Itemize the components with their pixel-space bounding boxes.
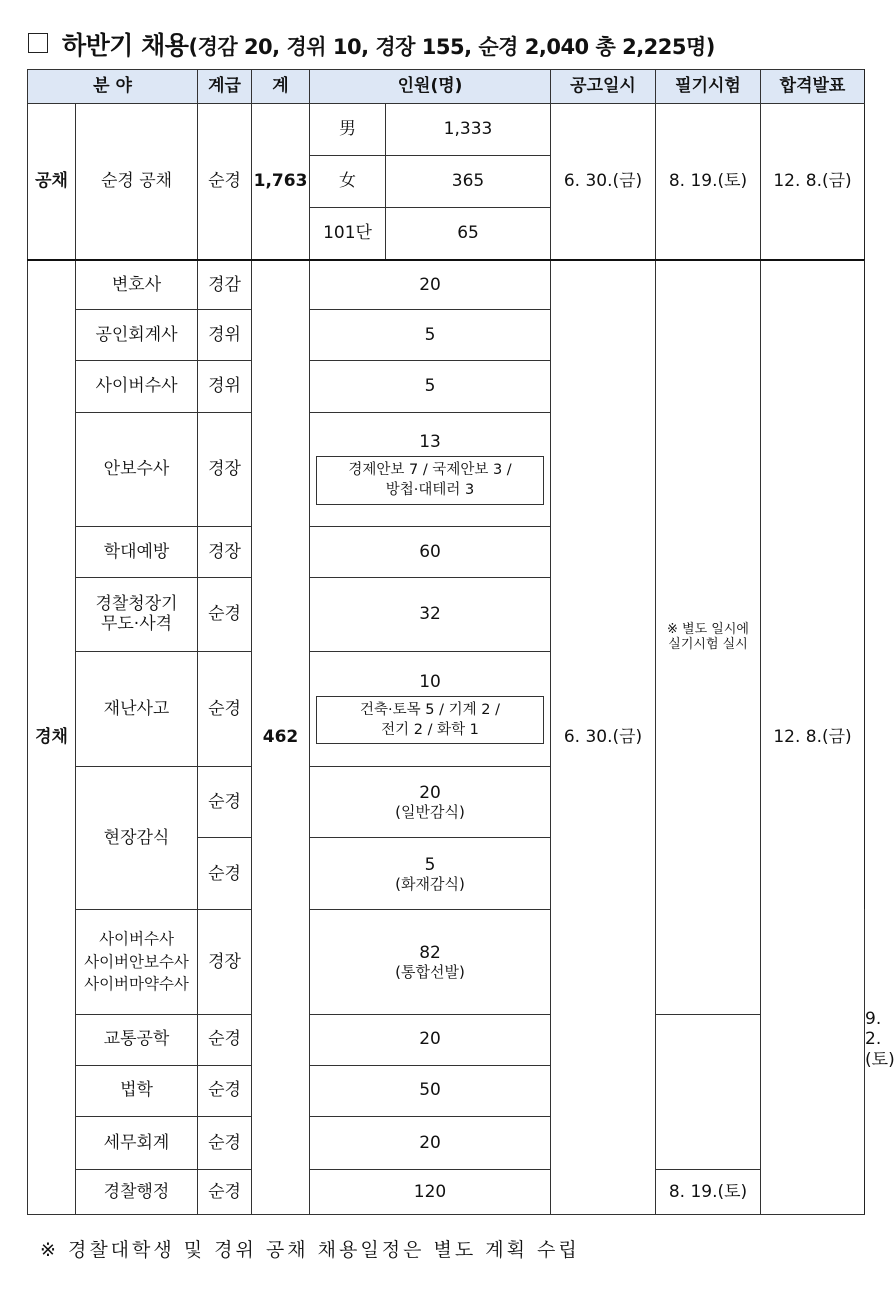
- open-count-male: 1,333: [386, 104, 551, 156]
- field-tax: 세무회계: [76, 1116, 198, 1169]
- cyber-multi-note: (통합선발): [395, 963, 465, 982]
- rank-tax: 순경: [198, 1116, 252, 1169]
- header-personnel: 인원(명): [310, 70, 551, 104]
- count-traffic: 20: [310, 1014, 551, 1065]
- count-cyber-multi-cell: [310, 910, 551, 1014]
- field-forensics: 현장감식: [76, 767, 198, 910]
- header-total: 계: [252, 70, 310, 104]
- field-lawyer: 변호사: [76, 260, 198, 310]
- category-special: 경채: [28, 260, 76, 1215]
- rank-cyber-multi: 경장: [198, 910, 252, 1014]
- cyber-multi-line3: 사이버마약수사: [84, 975, 189, 994]
- security-detail-line1: 경제안보 7 / 국제안보 3 /: [348, 462, 512, 478]
- count-forensics-general-cell: [310, 767, 551, 838]
- count-cyber-multi: 82: [419, 942, 441, 963]
- table-row: [28, 1116, 865, 1169]
- header-written: 필기시험: [656, 70, 761, 104]
- count-security-cell: [310, 412, 551, 526]
- count-law: 50: [310, 1065, 551, 1116]
- count-forensics-general: 20: [419, 782, 441, 803]
- title-main: 하반기 채용: [62, 31, 189, 60]
- field-cpa: 공인회계사: [76, 310, 198, 361]
- disaster-detail-box: [316, 696, 544, 745]
- open-rank: 순경: [198, 104, 252, 260]
- open-count-female: 365: [386, 156, 551, 208]
- count-cyber-investigation: 5: [310, 361, 551, 412]
- checkbox-square-icon: [28, 33, 48, 53]
- field-traffic: 교통공학: [76, 1014, 198, 1065]
- page-title: [28, 26, 715, 62]
- rank-traffic: 순경: [198, 1014, 252, 1065]
- count-lawyer: 20: [310, 260, 551, 310]
- rank-law: 순경: [198, 1065, 252, 1116]
- cyber-multi-line1: 사이버수사: [99, 930, 174, 949]
- rank-security: 경장: [198, 412, 252, 526]
- table-row: [28, 1169, 865, 1214]
- count-admin: 120: [310, 1169, 551, 1214]
- open-notice-date: 6. 30.(금): [551, 104, 656, 260]
- table-row: [28, 260, 865, 310]
- practical-note-line1: ※ 별도 일시에: [667, 621, 749, 637]
- header-result: 합격발표: [761, 70, 865, 104]
- rank-forensics-fire: 순경: [198, 838, 252, 910]
- category-open: 공채: [28, 104, 76, 260]
- count-security: 13: [419, 431, 441, 452]
- rank-cyber-investigation: 경위: [198, 361, 252, 412]
- open-total: 1,763: [252, 104, 310, 260]
- count-martial-arts: 32: [310, 577, 551, 651]
- rank-lawyer: 경감: [198, 260, 252, 310]
- table-row: 사이버수사 사이버안보수사 사이버마약수사 경장 82 (통합선발) 9. 2.(토): [28, 910, 865, 1014]
- rank-martial-arts: 순경: [198, 577, 252, 651]
- security-detail-line2: 방첩·대테러 3: [385, 482, 475, 499]
- rank-cpa: 경위: [198, 310, 252, 361]
- special-notice-date: 6. 30.(금): [551, 260, 656, 1215]
- table-row: [28, 104, 865, 156]
- recruitment-schedule-table: [27, 69, 895, 1215]
- footnote: ※ 경찰대학생 및 경위 공채 채용일정은 별도 계획 수립: [40, 1239, 580, 1261]
- open-written-date: 8. 19.(토): [656, 104, 761, 260]
- count-abuse-prevention: 60: [310, 526, 551, 577]
- forensics-fire-note: (화재감식): [395, 874, 465, 893]
- count-forensics-fire: 5: [424, 854, 436, 875]
- special-result-date: 12. 8.(금): [761, 260, 865, 1215]
- practical-note-line2: 실기시험 실시: [668, 637, 748, 653]
- open-label-female: 女: [310, 156, 386, 208]
- written-date-admin: 8. 19.(토): [656, 1169, 761, 1214]
- count-cpa: 5: [310, 310, 551, 361]
- open-count-101: 65: [386, 208, 551, 260]
- open-name: 순경 공채: [76, 104, 198, 260]
- practical-exam-note: [656, 260, 761, 1014]
- field-cyber-multi: [76, 910, 198, 1014]
- table-row: [28, 1065, 865, 1116]
- open-label-101: 101단: [310, 208, 386, 260]
- rank-admin: 순경: [198, 1169, 252, 1214]
- count-forensics-fire-cell: [310, 838, 551, 910]
- disaster-detail-line2: 전기 2 / 화학 1: [381, 722, 479, 739]
- field-security: 안보수사: [76, 412, 198, 526]
- count-disaster-cell: [310, 651, 551, 766]
- count-disaster: 10: [419, 671, 441, 692]
- field-disaster: 재난사고: [76, 651, 198, 766]
- special-total: 462: [252, 260, 310, 1215]
- open-result-date: 12. 8.(금): [761, 104, 865, 260]
- title-sub: (경감 20, 경위 10, 경장 155, 순경 2,040 총 2,225명): [188, 35, 715, 59]
- field-martial-arts: [76, 577, 198, 651]
- rank-abuse-prevention: 경장: [198, 526, 252, 577]
- cyber-multi-line2: 사이버안보수사: [84, 952, 189, 971]
- table-row: [28, 1014, 865, 1065]
- header-rank: 계급: [198, 70, 252, 104]
- field-admin: 경찰행정: [76, 1169, 198, 1214]
- field-cyber-investigation: 사이버수사: [76, 361, 198, 412]
- martial-line2: 무도·사격: [100, 614, 173, 635]
- header-field: 분 야: [28, 70, 198, 104]
- count-tax: 20: [310, 1116, 551, 1169]
- field-abuse-prevention: 학대예방: [76, 526, 198, 577]
- header-row: [28, 70, 865, 104]
- security-detail-box: [316, 456, 544, 505]
- header-notice: 공고일시: [551, 70, 656, 104]
- disaster-detail-line1: 건축·토목 5 / 기계 2 /: [360, 701, 500, 718]
- forensics-general-note: (일반감식): [395, 803, 465, 822]
- open-label-male: 男: [310, 104, 386, 156]
- rank-forensics-general: 순경: [198, 767, 252, 838]
- rank-disaster: 순경: [198, 651, 252, 766]
- field-law: 법학: [76, 1065, 198, 1116]
- martial-line1: 경찰청장기: [95, 593, 178, 614]
